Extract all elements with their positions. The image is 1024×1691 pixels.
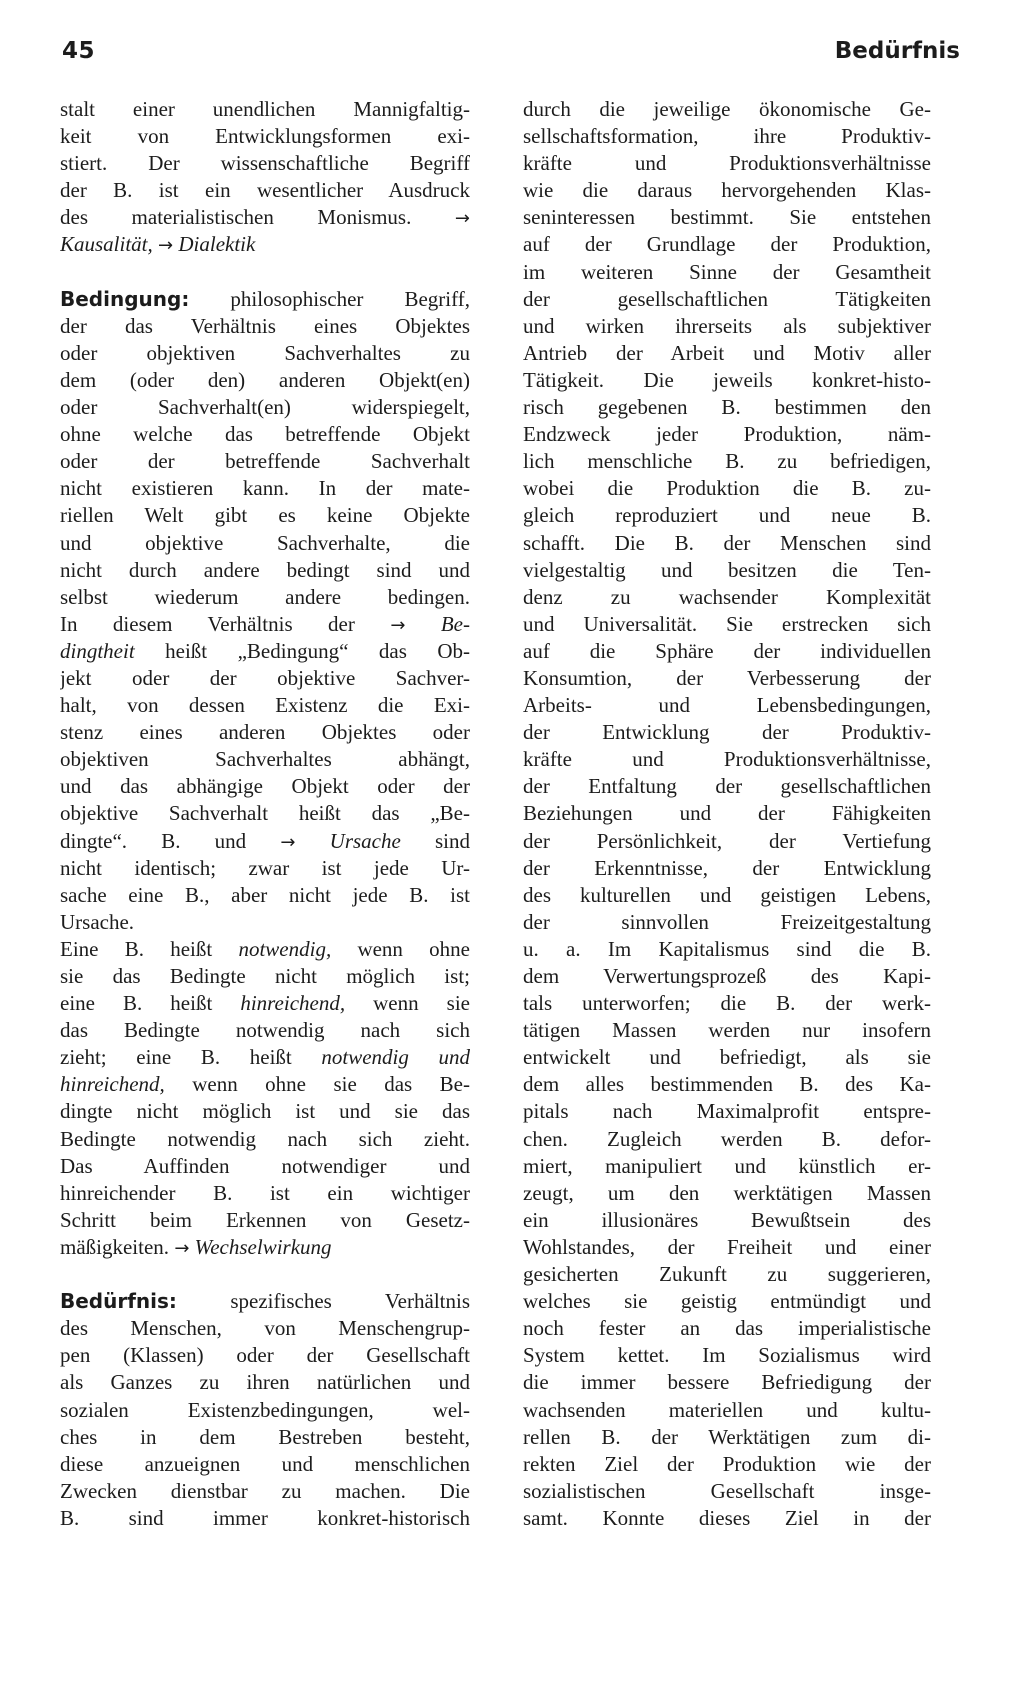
text-line: nicht existieren kann. In der mate-	[60, 476, 470, 501]
text-segment: heißt „Bedingung“ das Ob-	[134, 638, 470, 663]
text-line	[60, 286, 470, 313]
text-line: objektiven Sachverhaltes abhängt,	[60, 747, 470, 772]
text-line: pitals nach Maximalprofit entspre-	[523, 1099, 931, 1124]
text-line: als Ganzes zu ihren natürlichen und	[60, 1370, 470, 1395]
text-line: kräfte und Produktionsverhältnisse,	[523, 747, 931, 772]
emphasis-term: notwendig,	[238, 936, 332, 961]
text-segment: wenn ohne	[331, 936, 470, 961]
cross-reference-link[interactable]: Ursache	[329, 828, 401, 853]
cross-reference-link[interactable]: Dialektik	[178, 232, 256, 257]
text-line: kräfte und Produktionsverhältnisse	[523, 151, 931, 176]
text-line: pen (Klassen) oder der Gesellschaft	[60, 1343, 470, 1368]
text-line: lich menschliche B. zu befriedigen,	[523, 449, 931, 474]
text-line: zeugt, um den werktätigen Massen	[523, 1180, 931, 1205]
text-line: der Persönlichkeit, der Vertiefung	[523, 828, 931, 853]
text-line	[60, 828, 470, 855]
text-line: chen. Zugleich werden B. defor-	[523, 1126, 931, 1151]
text-line: dem Verwertungsprozeß des Kapi-	[523, 964, 931, 988]
text-line: wie die daraus hervorgehenden Klas-	[523, 178, 931, 203]
text-line: nicht durch andere bedingt sind und	[60, 557, 470, 582]
text-line: riellen Welt gibt es keine Objekte	[60, 503, 470, 528]
right-column	[523, 96, 931, 1532]
emphasis-term: hinreichend,	[60, 1072, 165, 1097]
text-line: hinreichender B. ist ein wichtiger	[60, 1180, 470, 1205]
text-line: ein illusionäres Bewußtsein des	[523, 1207, 931, 1232]
text-line: Wohlstandes, der Freiheit und einer	[523, 1234, 931, 1259]
text-line: sellschaftsformation, ihre Produktiv-	[523, 124, 931, 149]
text-line: und das abhängige Objekt oder der	[60, 774, 470, 799]
text-line	[60, 1288, 470, 1315]
text-line: keit von Entwicklungsformen exi-	[60, 124, 470, 149]
text-line: und wirken ihrerseits als subjektiver	[523, 313, 931, 338]
text-line: der B. ist ein wesentlicher Ausdruck	[60, 178, 470, 203]
text-line	[60, 611, 470, 638]
text-line	[60, 204, 470, 231]
page-number: 45	[62, 38, 96, 64]
text-segment: zieht; eine B. heißt	[60, 1045, 322, 1070]
cross-reference-arrow-icon: →	[158, 235, 174, 257]
text-line: seninteressen bestimmt. Sie entstehen	[523, 205, 931, 230]
text-line: oder objektiven Sachverhaltes zu	[60, 340, 470, 365]
text-line: der Entfaltung der gesellschaftlichen	[523, 774, 931, 799]
text-line: im weiteren Sinne der Gesamtheit	[523, 259, 931, 284]
text-line: entwickelt und befriedigt, als sie	[523, 1045, 931, 1070]
text-line: vielgestaltig und besitzen die Ten-	[523, 557, 931, 582]
text-line: dem (oder den) anderen Objekt(en)	[60, 367, 470, 392]
text-line: risch gegebenen B. bestimmen den	[523, 395, 931, 420]
text-line: rekten Ziel der Produktion wie der	[523, 1451, 931, 1476]
text-line: u. a. Im Kapitalismus sind die B.	[523, 936, 931, 961]
text-line: rellen B. der Werktätigen zum di-	[523, 1424, 931, 1449]
cross-reference-link[interactable]: Be-	[440, 611, 470, 636]
entry-beduerfnis	[60, 1288, 470, 1532]
running-head: Bedürfnis	[834, 38, 960, 64]
text-line: oder der betreffende Sachverhalt	[60, 449, 470, 474]
text-line: sozialen Existenzbedingungen, wel-	[60, 1397, 470, 1422]
text-line	[60, 638, 470, 665]
text-line	[60, 231, 470, 258]
text-line: Antrieb der Arbeit und Motiv aller	[523, 340, 931, 365]
text-segment: spezifisches Verhältnis	[176, 1289, 470, 1314]
text-line: stiert. Der wissenschaftliche Begriff	[60, 151, 470, 176]
text-line: sache eine B., aber nicht jede B. ist	[60, 882, 470, 907]
text-segment: wenn ohne sie das Be-	[164, 1072, 470, 1097]
text-line: B. sind immer konkret-historisch	[60, 1505, 470, 1530]
emphasis-term: notwendig und	[321, 1045, 470, 1070]
paragraph-gap	[60, 1261, 470, 1288]
left-column	[60, 96, 470, 1532]
text-segment: mäßigkeiten.	[60, 1234, 170, 1259]
text-line: wachsenden materiellen und kultu-	[523, 1397, 931, 1422]
text-line: Schritt beim Erkennen von Gesetz-	[60, 1207, 470, 1232]
text-line: ches in dem Bestreben besteht,	[60, 1424, 470, 1449]
text-segment: sind	[400, 828, 470, 853]
text-line: objektive Sachverhalt heißt das „Be-	[60, 801, 470, 826]
text-line: Bedingte notwendig nach sich zieht.	[60, 1126, 470, 1151]
text-line: noch fester an das imperialistische	[523, 1316, 931, 1341]
text-line: sozialistischen Gesellschaft insge-	[523, 1478, 931, 1503]
text-line: der das Verhältnis eines Objektes	[60, 313, 470, 338]
text-line: das Bedingte notwendig nach sich	[60, 1018, 470, 1043]
entry-headword: Bedingung:	[60, 286, 190, 311]
text-line: tätigen Massen werden nur insofern	[523, 1018, 931, 1043]
text-segment: In diesem Verhältnis der	[60, 611, 355, 636]
text-line	[60, 990, 470, 1017]
text-line: ohne welche das betreffende Objekt	[60, 422, 470, 447]
text-line: selbst wiederum andere bedingen.	[60, 584, 470, 609]
text-line: Tätigkeit. Die jeweils konkret-histo-	[523, 367, 931, 392]
cross-reference-link[interactable]: Wechselwirkung	[194, 1234, 332, 1259]
cross-reference-arrow-icon: →	[454, 208, 470, 230]
text-line: Arbeits- und Lebensbedingungen,	[523, 693, 931, 718]
text-line: System kettet. Im Sozialismus wird	[523, 1343, 931, 1368]
text-line: des kulturellen und geistigen Lebens,	[523, 882, 931, 907]
text-line: stalt einer unendlichen Mannigfaltig-	[60, 97, 470, 121]
cross-reference-link[interactable]: Kausalität,	[60, 232, 153, 257]
text-line: der sinnvollen Freizeitgestaltung	[523, 909, 931, 934]
text-segment: Eine B. heißt	[60, 936, 239, 961]
text-line	[60, 1044, 470, 1071]
text-line: jekt oder der objektive Sachver-	[60, 665, 470, 690]
text-line: und objektive Sachverhalte, die	[60, 530, 470, 555]
text-line: tals unterworfen; die B. der werk-	[523, 991, 931, 1016]
text-line	[60, 1234, 470, 1261]
text-line: Das Auffinden notwendiger und	[60, 1153, 470, 1178]
text-line: dingte nicht möglich ist und sie das	[60, 1099, 470, 1124]
text-line: diese anzueignen und menschlichen	[60, 1451, 470, 1476]
emphasis-term: hinreichend,	[240, 991, 346, 1016]
text-line: wobei die Produktion die B. zu-	[523, 476, 931, 501]
text-line: Ursache.	[60, 909, 135, 934]
text-line: miert, manipuliert und künstlich er-	[523, 1153, 931, 1178]
paragraph-gap	[60, 259, 470, 286]
text-line: nicht identisch; zwar ist jede Ur-	[60, 855, 470, 880]
text-line: auf die Sphäre der individuellen	[523, 638, 931, 663]
text-line: denz zu wachsender Komplexität	[523, 584, 931, 609]
text-line: sie das Bedingte nicht möglich ist;	[60, 964, 470, 988]
text-line: Endzweck jeder Produktion, näm-	[523, 422, 931, 447]
entry-bedingung	[60, 286, 470, 1261]
text-line: der gesellschaftlichen Tätigkeiten	[523, 286, 931, 311]
text-line: durch die jeweilige ökonomische Ge-	[523, 97, 931, 121]
text-line	[60, 1071, 470, 1098]
entry-headword: Bedürfnis:	[60, 1289, 177, 1314]
text-line	[60, 936, 470, 963]
text-line: stenz eines anderen Objektes oder	[60, 720, 470, 745]
text-segment: wenn sie	[345, 991, 470, 1016]
text-line: Beziehungen und der Fähigkeiten	[523, 801, 931, 826]
text-segment: dingte“. B. und	[60, 828, 247, 853]
text-line: oder Sachverhalt(en) widerspiegelt,	[60, 395, 470, 420]
cross-reference-arrow-icon: →	[280, 831, 296, 853]
text-line: auf der Grundlage der Produktion,	[523, 232, 931, 257]
text-line: gesicherten Zukunft zu suggerieren,	[523, 1262, 931, 1287]
paragraph-continuation	[60, 96, 470, 259]
cross-reference-link[interactable]: dingtheit	[60, 638, 135, 663]
text-segment: eine B. heißt	[60, 991, 241, 1016]
text-line: Konsumtion, der Verbesserung der	[523, 665, 931, 690]
text-segment: philosophischer Begriff,	[189, 286, 470, 311]
text-line: gleich reproduziert und neue B.	[523, 503, 931, 528]
text-line: des Menschen, von Menschengrup-	[60, 1316, 470, 1341]
text-line: dem alles bestimmenden B. des Ka-	[523, 1072, 931, 1097]
text-line: welches sie geistig entmündigt und	[523, 1289, 931, 1314]
text-line: schafft. Die B. der Menschen sind	[523, 530, 931, 555]
cross-reference-arrow-icon: →	[390, 614, 406, 636]
text-line: halt, von dessen Existenz die Exi-	[60, 693, 470, 718]
text-line: und Universalität. Sie erstrecken sich	[523, 611, 931, 636]
text-line: der Erkenntnisse, der Entwicklung	[523, 855, 931, 880]
cross-reference-arrow-icon: →	[174, 1237, 190, 1259]
text-segment: des materialistischen Monismus.	[60, 205, 412, 230]
text-line: Zwecken dienstbar zu machen. Die	[60, 1478, 470, 1503]
text-line: die immer bessere Befriedigung der	[523, 1370, 931, 1395]
text-line: samt. Konnte dieses Ziel in der	[523, 1505, 931, 1530]
text-line: der Entwicklung der Produktiv-	[523, 720, 931, 745]
